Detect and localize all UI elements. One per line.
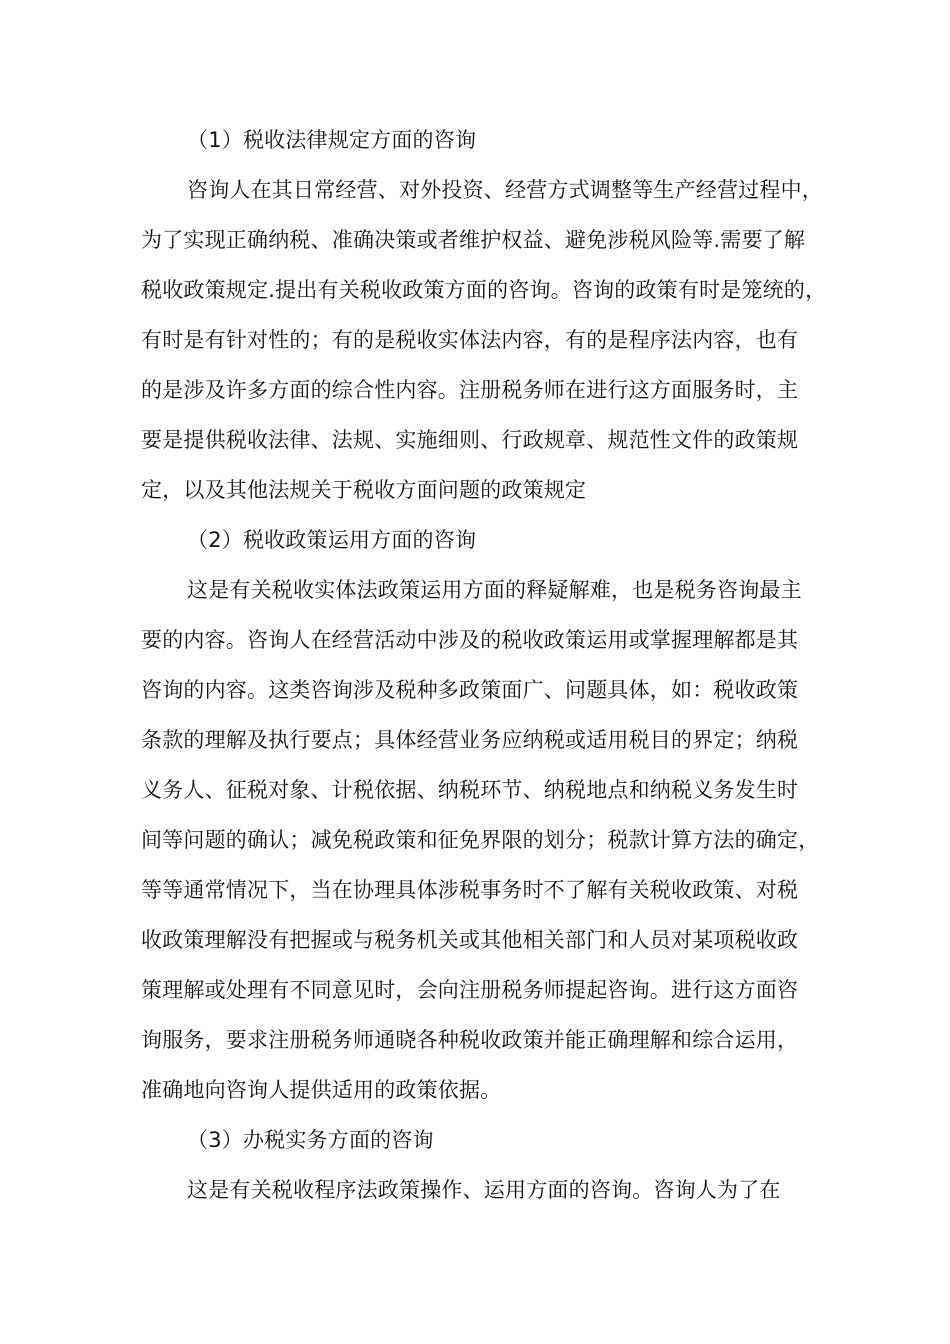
paragraph-line: 的是涉及许多方面的综合性内容。注册税务师在进行这方面服务时，主 [141, 378, 799, 402]
section-heading-1: （1）税收法律规定方面的咨询 [187, 128, 477, 152]
paragraph-line: 为了实现正确纳税、准确决策或者维护权益、避免涉税风险等.需要了解 [141, 228, 806, 252]
paragraph-line: 咨询人在其日常经营、对外投资、经营方式调整等生产经营过程中， [187, 178, 823, 202]
paragraph-line: 等等通常情况下，当在协理具体涉税事务时不了解有关税收政策、对税 [141, 878, 799, 902]
section-heading-3: （3）办税实务方面的咨询 [187, 1128, 434, 1152]
paragraph-line: 条款的理解及执行要点；具体经营业务应纳税或适用税目的界定；纳税 [141, 728, 799, 752]
paragraph-line: 定，以及其他法规关于税收方面问题的政策规定 [141, 478, 587, 502]
paragraph-line: 这是有关税收程序法政策操作、运用方面的咨询。咨询人为了在 [187, 1178, 781, 1202]
paragraph-line: 这是有关税收实体法政策运用方面的释疑解难，也是税务咨询最主 [187, 578, 802, 602]
paragraph-line: 有时是有针对性的；有的是税收实体法内容，有的是程序法内容，也有 [141, 328, 799, 352]
paragraph-line: 询服务，要求注册税务师通晓各种税收政策并能正确理解和综合运用， [141, 1028, 799, 1052]
paragraph-line: 收政策理解没有把握或与税务机关或其他相关部门和人员对某项税收政 [141, 928, 799, 952]
paragraph-line: 要是提供税收法律、法规、实施细则、行政规章、规范性文件的政策规 [141, 428, 799, 452]
paragraph-line: 间等问题的确认；减免税政策和征免界限的划分；税款计算方法的确定， [141, 828, 820, 852]
paragraph-line: 咨询的内容。这类咨询涉及税种多政策面广、问题具体，如：税收政策 [141, 678, 799, 702]
paragraph-line: 税收政策规定.提出有关税收政策方面的咨询。咨询的政策有时是笼统的， [141, 278, 827, 302]
paragraph-line: 策理解或处理有不同意见时，会向注册税务师提起咨询。进行这方面咨 [141, 978, 799, 1002]
section-heading-2: （2）税收政策运用方面的咨询 [187, 528, 477, 552]
paragraph-line: 要的内容。咨询人在经营活动中涉及的税收政策运用或掌握理解都是其 [141, 628, 799, 652]
paragraph-line: 准确地向咨询人提供适用的政策依据。 [141, 1078, 502, 1102]
paragraph-line: 义务人、征税对象、计税依据、纳税环节、纳税地点和纳税义务发生时 [141, 778, 799, 802]
